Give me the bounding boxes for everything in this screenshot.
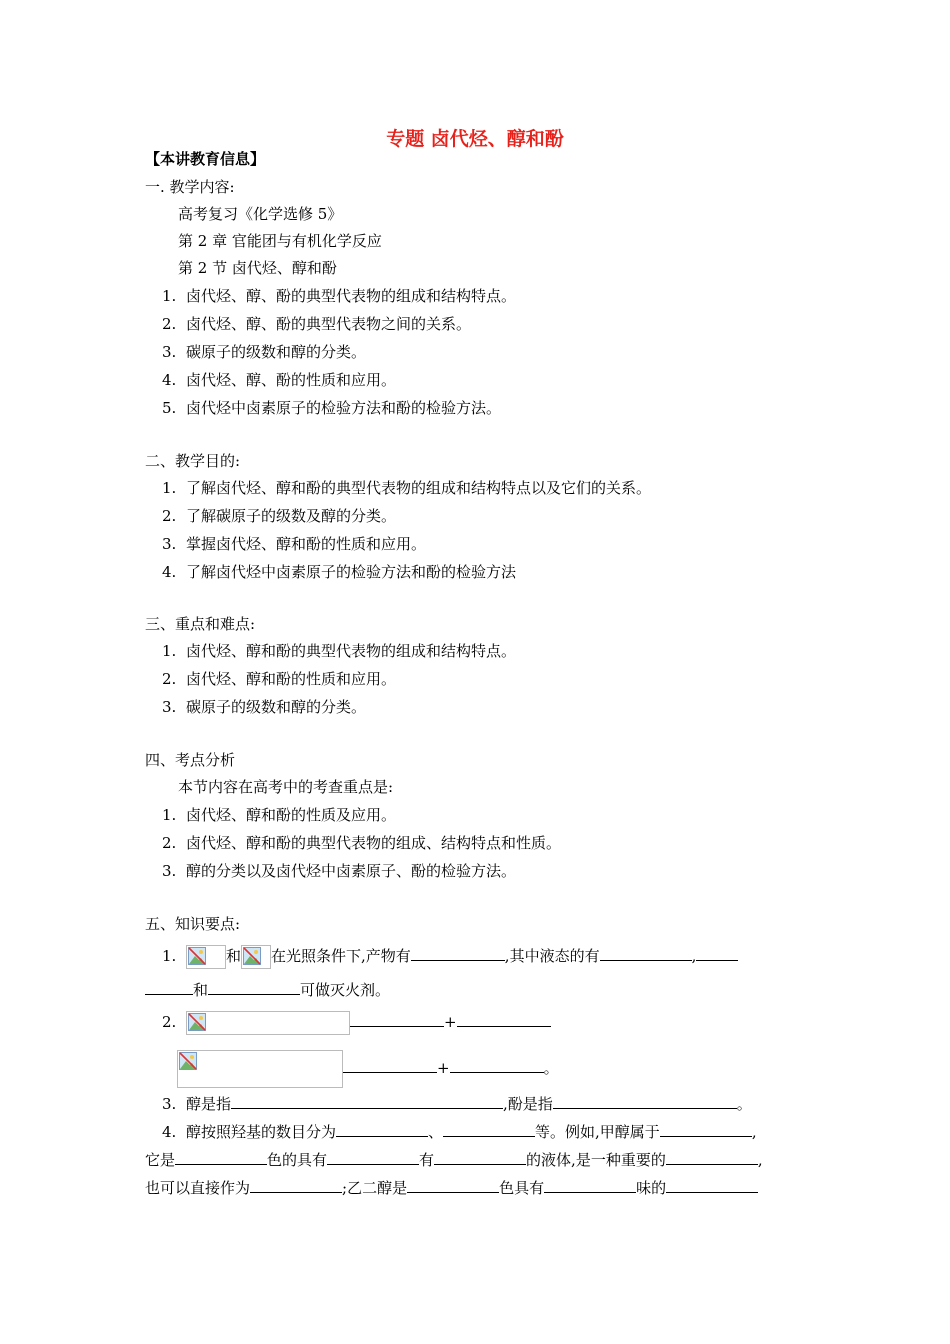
item-text: 碳原子的级数和醇的分类。 xyxy=(186,343,367,361)
page-title: 专题 卤代烃、醇和酚 xyxy=(386,128,564,150)
answer-blank[interactable] xyxy=(145,978,193,995)
list-item xyxy=(162,478,651,498)
item-text: 卤代烃、醇和酚的性质及应用。 xyxy=(186,806,397,824)
q4-text-l: 色具有 xyxy=(499,1179,545,1197)
answer-blank[interactable] xyxy=(231,1092,503,1109)
question-1-cont xyxy=(145,978,390,1000)
q1-text-d: 和 xyxy=(193,981,209,999)
item-text: 卤代烃、醇和酚的典型代表物的组成和结构特点。 xyxy=(186,642,517,660)
list-item xyxy=(162,697,366,717)
list-item xyxy=(162,562,516,582)
broken-image-icon xyxy=(186,945,226,969)
plus-sign: + xyxy=(437,1059,450,1077)
section-2-heading: 二、教学目的: xyxy=(145,452,241,470)
list-item xyxy=(162,534,426,554)
answer-blank[interactable] xyxy=(250,1176,342,1193)
item-number: 3. xyxy=(162,698,177,716)
item-text: 了解卤代烃、醇和酚的典型代表物的组成和结构特点以及它们的关系。 xyxy=(186,479,652,497)
list-item xyxy=(162,805,396,825)
answer-blank[interactable] xyxy=(696,944,738,961)
item-text: 卤代烃、醇、酚的性质和应用。 xyxy=(186,371,397,389)
plus-sign: + xyxy=(444,1013,457,1031)
answer-blank[interactable] xyxy=(327,1148,419,1165)
q4-text-j: 也可以直接作为 xyxy=(145,1179,251,1197)
answer-blank[interactable] xyxy=(666,1176,758,1193)
item-number: 1. xyxy=(162,947,177,965)
answer-blank[interactable] xyxy=(544,1176,636,1193)
q3-text-a: 醇是指 xyxy=(186,1095,232,1113)
answer-blank[interactable] xyxy=(411,944,505,961)
section-info-header: 【本讲教育信息】 xyxy=(145,150,266,168)
question-4-cont-1 xyxy=(145,1148,763,1170)
s1-line-2: 第 2 章 官能团与有机化学反应 xyxy=(178,232,382,250)
broken-image-icon xyxy=(241,945,271,969)
item-number: 1. xyxy=(162,479,177,497)
section-1-heading: 一. 教学内容: xyxy=(145,178,235,196)
answer-blank[interactable] xyxy=(434,1148,526,1165)
q4-text-a: 醇按照羟基的数目分为 xyxy=(186,1123,337,1141)
broken-image-icon xyxy=(177,1050,343,1088)
answer-blank[interactable] xyxy=(600,944,692,961)
question-4-cont-2 xyxy=(145,1176,758,1198)
list-item xyxy=(162,669,396,689)
q4-text-g: 有 xyxy=(419,1151,435,1169)
item-text: 卤代烃、醇和酚的典型代表物的组成、结构特点和性质。 xyxy=(186,834,562,852)
broken-image-icon xyxy=(186,1011,350,1035)
question-1 xyxy=(162,944,738,969)
item-number: 2. xyxy=(162,834,177,852)
section-5-heading: 五、知识要点: xyxy=(145,915,241,933)
answer-blank[interactable] xyxy=(407,1176,499,1193)
answer-blank[interactable] xyxy=(175,1148,267,1165)
q4-text-e: 它是 xyxy=(145,1151,176,1169)
list-item xyxy=(162,314,471,334)
q4-text-m: 味的 xyxy=(636,1179,667,1197)
and-text: 和 xyxy=(226,947,242,965)
section-4-heading: 四、考点分析 xyxy=(145,751,236,769)
q4-text-f: 色的具有 xyxy=(267,1151,328,1169)
item-number: 3. xyxy=(162,535,177,553)
item-number: 5. xyxy=(162,399,177,417)
item-text: 卤代烃、醇和酚的性质和应用。 xyxy=(186,670,397,688)
q1-text-b: ,其中液态的有 xyxy=(504,947,600,965)
item-text: 卤代烃中卤素原子的检验方法和酚的检验方法。 xyxy=(186,399,502,417)
item-number: 3. xyxy=(162,862,177,880)
answer-blank[interactable] xyxy=(443,1120,535,1137)
q4-text-d: , xyxy=(751,1123,757,1141)
list-item xyxy=(162,641,516,661)
question-4 xyxy=(162,1120,757,1142)
question-2-cont xyxy=(177,1050,559,1088)
item-text: 了解卤代烃中卤素原子的检验方法和酚的检验方法 xyxy=(186,563,517,581)
item-number: 4. xyxy=(162,563,177,581)
s1-line-1: 高考复习《化学选修 5》 xyxy=(178,205,343,223)
answer-blank[interactable] xyxy=(553,1092,737,1109)
q4-text-h: 的液体,是一种重要的 xyxy=(526,1151,666,1169)
s4-intro: 本节内容在高考中的考查重点是: xyxy=(178,778,394,796)
item-number: 2. xyxy=(162,315,177,333)
answer-blank[interactable] xyxy=(208,978,300,995)
item-text: 了解碳原子的级数及醇的分类。 xyxy=(186,507,397,525)
q3-text-b: ,酚是指 xyxy=(503,1095,553,1113)
s1-line-3: 第 2 节 卤代烃、醇和酚 xyxy=(178,259,337,277)
item-text: 掌握卤代烃、醇和酚的性质和应用。 xyxy=(186,535,427,553)
item-number: 3. xyxy=(162,343,177,361)
answer-blank[interactable] xyxy=(660,1120,752,1137)
q4-text-b: 、 xyxy=(428,1123,444,1141)
item-text: 碳原子的级数和醇的分类。 xyxy=(186,698,367,716)
q1-text-e: 可做灭火剂。 xyxy=(300,981,391,999)
answer-blank[interactable] xyxy=(450,1056,544,1073)
list-item xyxy=(162,370,396,390)
list-item xyxy=(162,833,561,853)
list-item xyxy=(162,506,396,526)
list-item xyxy=(162,342,366,362)
item-text: 醇的分类以及卤代烃中卤素原子、酚的检验方法。 xyxy=(186,862,517,880)
list-item xyxy=(162,398,501,418)
item-number: 2. xyxy=(162,670,177,688)
list-item xyxy=(162,861,516,881)
item-text: 卤代烃、醇、酚的典型代表物之间的关系。 xyxy=(186,315,472,333)
answer-blank[interactable] xyxy=(336,1120,428,1137)
answer-blank[interactable] xyxy=(350,1010,444,1027)
q3-text-c: 。 xyxy=(736,1095,752,1113)
item-number: 4. xyxy=(162,371,177,389)
item-number: 4. xyxy=(162,1123,177,1141)
section-3-heading: 三、重点和难点: xyxy=(145,615,256,633)
item-number: 2. xyxy=(162,507,177,525)
q4-text-k: ;乙二醇是 xyxy=(342,1179,408,1197)
answer-blank[interactable] xyxy=(343,1056,437,1073)
item-number: 2. xyxy=(162,1013,177,1031)
item-number: 1. xyxy=(162,287,177,305)
item-number: 1. xyxy=(162,806,177,824)
period: 。 xyxy=(543,1059,559,1077)
item-number: 1. xyxy=(162,642,177,660)
list-item xyxy=(162,286,516,306)
q1-text-c: , xyxy=(691,947,697,965)
q1-text-a: 在光照条件下,产物有 xyxy=(271,947,411,965)
item-number: 3. xyxy=(162,1095,177,1113)
answer-blank[interactable] xyxy=(666,1148,758,1165)
item-text: 卤代烃、醇、酚的典型代表物的组成和结构特点。 xyxy=(186,287,517,305)
q4-text-c: 等。例如,甲醇属于 xyxy=(535,1123,660,1141)
answer-blank[interactable] xyxy=(457,1010,551,1027)
question-3 xyxy=(162,1092,752,1114)
q4-text-i: , xyxy=(757,1151,763,1169)
question-2 xyxy=(162,1010,551,1035)
